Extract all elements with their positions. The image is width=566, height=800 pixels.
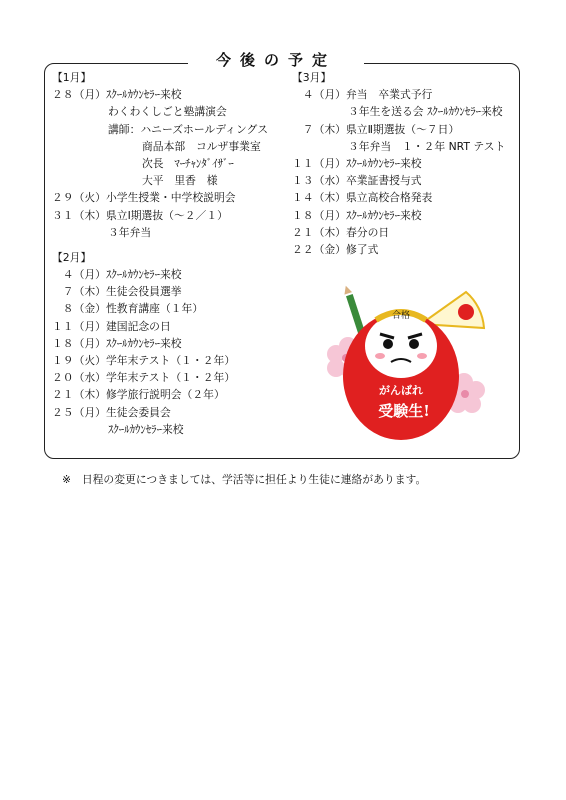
schedule-event: 商品本部 コルザ事業室	[142, 139, 261, 153]
schedule-date: ７（木）	[52, 285, 106, 299]
schedule-event: 県立高校合格発表	[345, 191, 433, 205]
january-list	[52, 86, 268, 241]
schedule-event: 講師：ハニーズホールディングス	[108, 122, 269, 136]
schedule-date: ４（月）	[52, 268, 106, 282]
schedule-row	[292, 172, 505, 189]
pencil-icon	[342, 285, 366, 337]
schedule-row	[52, 207, 268, 224]
schedule-date: １８（月）	[292, 208, 346, 222]
schedule-event: 学年末テスト（１・２年）	[105, 371, 236, 385]
march-list	[292, 86, 505, 258]
schedule-event: 性教育講座（１年）	[105, 302, 204, 316]
right-column	[292, 69, 505, 258]
schedule-row	[292, 224, 505, 241]
schedule-row	[292, 189, 505, 206]
schedule-row	[52, 283, 268, 300]
schedule-event: ３年弁当	[108, 225, 152, 239]
schedule-event: 春分の日	[345, 225, 390, 239]
schedule-date: ２５（月）	[52, 405, 106, 419]
slogan-line-2: 受験生!	[378, 402, 430, 420]
schedule-date: ７（木）	[292, 122, 346, 136]
schedule-date: ２０（水）	[52, 371, 106, 385]
schedule-date: ３１（木）	[52, 208, 106, 222]
page-title: 今後の予定	[188, 49, 364, 71]
schedule-event: 県立Ⅰ期選抜（～２／１）	[105, 208, 228, 222]
schedule-date: １１（月）	[292, 156, 346, 170]
month-header-february: 【2月】	[52, 250, 92, 264]
schedule-event: 弁当 卒業式予行	[345, 88, 433, 102]
schedule-date: ４（月）	[292, 88, 346, 102]
schedule-date: ２１（木）	[52, 388, 106, 402]
schedule-event: 生徒会役員選挙	[105, 285, 182, 299]
slogan-line-1: がんばれ	[379, 384, 423, 397]
schedule-event: ３年弁当 １・２年 NRT テスト	[348, 139, 506, 153]
schedule-date: ２９（火）	[52, 191, 106, 205]
schedule-date: １１（月）	[52, 319, 106, 333]
schedule-event: ３年生を送る会 ｽｸｰﾙｶｳﾝｾﾗｰ来校	[348, 105, 503, 119]
badge-text: 合格	[391, 311, 411, 321]
schedule-row	[52, 300, 268, 317]
schedule-row	[52, 386, 268, 403]
schedule-event: ｽｸｰﾙｶｳﾝｾﾗｰ来校	[105, 268, 182, 282]
schedule-event: ｽｸｰﾙｶｳﾝｾﾗｰ来校	[105, 336, 182, 350]
schedule-row	[52, 86, 268, 103]
schedule-event: 次長 ﾏｰﾁｬﾝﾀﾞｲｻﾞｰ	[142, 156, 234, 170]
schedule-row	[292, 103, 505, 120]
schedule-event: 卒業証書授与式	[345, 174, 422, 188]
schedule-event: 修学旅行説明会（２年）	[105, 388, 225, 402]
schedule-event: ｽｸｰﾙｶｳﾝｾﾗｰ来校	[105, 88, 182, 102]
schedule-date: １３（水）	[292, 174, 346, 188]
schedule-row	[292, 155, 505, 172]
schedule-row	[292, 241, 505, 258]
schedule-row	[52, 266, 268, 283]
schedule-date: １９（火）	[52, 354, 106, 367]
schedule-event: 学年末テスト（１・２年）	[105, 354, 236, 367]
schedule-row	[292, 138, 505, 155]
schedule-event: ｽｸｰﾙｶｳﾝｾﾗｰ来校	[108, 422, 184, 436]
schedule-event: 生徒会委員会	[105, 405, 171, 419]
schedule-row	[52, 369, 268, 386]
schedule-row	[52, 224, 268, 241]
schedule-row	[292, 86, 505, 103]
schedule-event: 建国記念の日	[105, 319, 171, 333]
schedule-row	[52, 155, 268, 172]
schedule-date: ８（金）	[52, 302, 106, 316]
schedule-event: 県立Ⅱ期選抜（～７日）	[345, 122, 460, 136]
schedule-row	[52, 404, 268, 421]
month-header-january: 【1月】	[52, 71, 92, 84]
schedule-row	[52, 121, 268, 138]
schedule-row	[52, 421, 268, 438]
schedule-row	[52, 318, 268, 335]
schedule-date: ２１（木）	[292, 225, 346, 239]
daruma-illustration	[316, 284, 486, 444]
left-column	[52, 69, 268, 438]
schedule-date: ２８（月）	[52, 88, 106, 102]
daruma-face	[365, 314, 437, 378]
schedule-event: わくわくしごと塾講演会	[108, 105, 227, 119]
schedule-row	[52, 335, 268, 352]
schedule-row	[52, 172, 268, 189]
schedule-row	[52, 103, 268, 120]
schedule-date: １４（木）	[292, 191, 346, 205]
schedule-event: 小学生授業・中学校説明会	[105, 191, 236, 205]
footnote: ※ 日程の変更につきましては、学活等に担任より生徒に連絡があります。	[62, 473, 427, 486]
schedule-date: １８（月）	[52, 336, 106, 350]
schedule-row	[52, 352, 268, 369]
schedule-event: ｽｸｰﾙｶｳﾝｾﾗｰ来校	[345, 156, 422, 170]
schedule-row	[52, 138, 268, 155]
schedule-row	[292, 207, 505, 224]
schedule-event: 大平 里香 様	[142, 174, 218, 188]
february-list	[52, 266, 268, 438]
schedule-event: 修了式	[345, 242, 379, 256]
schedule-row	[52, 189, 268, 206]
month-header-march: 【3月】	[292, 71, 332, 84]
schedule-row	[292, 121, 505, 138]
schedule-date: ２２（金）	[292, 242, 346, 256]
schedule-event: ｽｸｰﾙｶｳﾝｾﾗｰ来校	[345, 208, 422, 222]
